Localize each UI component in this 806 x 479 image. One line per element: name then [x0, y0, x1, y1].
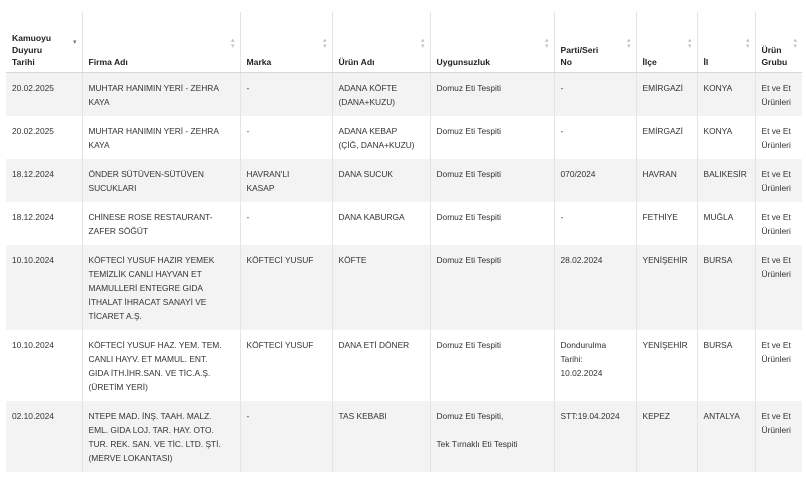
cell-text-line: DANA KABURGA [338, 212, 405, 222]
date-cell [6, 202, 82, 245]
company-cell [82, 401, 240, 472]
cell-text-line: EML. GIDA LOJ. TAR. HAY. OTO. [88, 425, 214, 435]
cell-text-line: Ürünleri [761, 140, 791, 150]
cell-text-line: Et ve Et [761, 126, 791, 136]
cell-text-line: KÖFTECİ YUSUF [246, 255, 314, 265]
nonconformity-cell [430, 159, 554, 202]
brand-cell [240, 159, 332, 202]
recall-table-container [6, 12, 802, 472]
cell-text-line: KAYA [88, 97, 110, 107]
district-cell [636, 73, 697, 117]
cell-text-line: KÖFTECİ YUSUF HAZIR YEMEK [88, 255, 215, 265]
cell-text-line: 10.10.2024 [12, 255, 54, 265]
company-cell [82, 245, 240, 330]
cell-text-line: KASAP [246, 183, 275, 193]
cell-text-line: Ürünleri [761, 354, 791, 364]
cell-text-line: KÖFTECİ YUSUF [246, 340, 314, 350]
date-cell [6, 116, 82, 159]
sort-icon[interactable]: ▴ ▾ [322, 37, 327, 50]
cell-text-line: Et ve Et [761, 212, 791, 222]
cell-text-line: (ÜRETİM YERİ) [88, 382, 148, 392]
group-cell [755, 330, 802, 401]
company-cell [82, 73, 240, 117]
date-cell [6, 73, 82, 117]
cell-text-line: ADANA KÖFTE [338, 83, 398, 93]
product-cell [332, 401, 430, 472]
cell-text-line: MUĞLA [703, 212, 734, 222]
cell-text-line: Et ve Et [761, 255, 791, 265]
batch-cell [554, 159, 636, 202]
header-label-line: İlçe [642, 57, 657, 67]
cell-text-line: Domuz Eti Tespiti [436, 340, 502, 350]
table-row [6, 159, 802, 202]
province-cell [697, 330, 755, 401]
batch-cell [554, 73, 636, 117]
table-row [6, 245, 802, 330]
header-label-line: Uygunsuzluk [436, 57, 490, 67]
cell-text-line: HAVRAN [642, 169, 677, 179]
header-label-line: Grubu [761, 57, 788, 67]
cell-text-line: 10.10.2024 [12, 340, 54, 350]
header-row [6, 12, 802, 73]
cell-text-line: 20.02.2025 [12, 83, 54, 93]
cell-text-line: Et ve Et [761, 411, 791, 421]
cell-text-line: KAYA [88, 140, 110, 150]
cell-text-line: SUCUKLARI [88, 183, 137, 193]
cell-text-line: 18.12.2024 [12, 212, 54, 222]
cell-text-line: 070/2024 [560, 169, 596, 179]
header-label [643, 56, 691, 68]
cell-text-line: FETHİYE [642, 212, 678, 222]
cell-text-line: MUHTAR HANIMIN YERİ - ZEHRA [88, 83, 219, 93]
cell-text-line: KÖFTE [338, 255, 367, 265]
province-cell [697, 159, 755, 202]
date-cell [6, 245, 82, 330]
header-brand[interactable] [240, 12, 332, 73]
district-cell [636, 245, 697, 330]
cell-text-line: - [246, 212, 250, 222]
brand-cell [240, 202, 332, 245]
cell-text-line: MUHTAR HANIMIN YERİ - ZEHRA [88, 126, 219, 136]
nonconformity-cell [430, 73, 554, 117]
recall-table [6, 12, 802, 472]
header-label [12, 32, 76, 68]
cell-text-line: TİCARET A.Ş. [88, 311, 142, 321]
cell-text-line: - [560, 126, 564, 136]
header-label-line: No [560, 57, 572, 67]
cell-text-line: Ürünleri [761, 183, 791, 193]
header-label-line: Kamuoyu [12, 33, 52, 43]
product-cell [332, 159, 430, 202]
cell-text-line: - [246, 411, 250, 421]
header-label [247, 56, 326, 68]
cell-text-line: Et ve Et [761, 340, 791, 350]
cell-text-line: (MERVE LOKANTASI) [88, 453, 173, 463]
company-cell [82, 159, 240, 202]
cell-text-line: 28.02.2024 [560, 255, 603, 265]
header-label [89, 56, 234, 68]
header-product-name[interactable] [332, 12, 430, 73]
company-cell [82, 116, 240, 159]
group-cell [755, 116, 802, 159]
cell-text-line: EMİRGAZİ [642, 126, 683, 136]
cell-text-line: Domuz Eti Tespiti [436, 255, 502, 265]
cell-text-line: BALIKESİR [703, 169, 747, 179]
cell-text-line: DANA ETİ DÖNER [338, 340, 410, 350]
header-label-line: Ürün [761, 45, 782, 55]
table-row [6, 73, 802, 117]
brand-cell [240, 330, 332, 401]
province-cell [697, 116, 755, 159]
cell-text-line: TUR. REK. SAN. VE TİC. LTD. ŞTİ. [88, 439, 221, 449]
cell-text-line: KEPEZ [642, 411, 670, 421]
nonconformity-cell [430, 116, 554, 159]
district-cell [636, 159, 697, 202]
cell-text-line: Tek Tırnaklı Eti Tespiti [436, 439, 518, 449]
table-row [6, 401, 802, 472]
cell-text-line: ZAFER SÖĞÜT [88, 226, 149, 236]
sort-icon[interactable]: ▴ ▾ [230, 37, 235, 50]
batch-cell [554, 330, 636, 401]
header-company-name[interactable] [82, 12, 240, 73]
sort-icon[interactable]: ▴ ▾ [745, 37, 750, 50]
cell-text-line: Ürünleri [761, 97, 791, 107]
district-cell [636, 202, 697, 245]
cell-text-line: (ÇİĞ, DANA+KUZU) [338, 140, 415, 150]
nonconformity-cell [430, 330, 554, 401]
cell-text-line: - [246, 83, 250, 93]
brand-cell [240, 401, 332, 472]
cell-text-line: MAMULLERİ ENTEGRE GIDA [88, 283, 203, 293]
sort-icon[interactable]: ▴ ▾ [626, 37, 631, 50]
cell-text-line: YENİŞEHİR [642, 255, 688, 265]
header-label-line: Firma Adı [88, 57, 128, 67]
header-label [561, 44, 630, 68]
cell-text-line: 18.12.2024 [12, 169, 54, 179]
header-product-group[interactable] [755, 12, 802, 73]
cell-text-line: - [560, 83, 564, 93]
header-batch-no[interactable] [554, 12, 636, 73]
cell-text-line: - [560, 212, 564, 222]
cell-text-line: KONYA [703, 83, 733, 93]
cell-text-line: Domuz Eti Tespiti [436, 126, 502, 136]
company-cell [82, 330, 240, 401]
header-nonconformity[interactable] [430, 12, 554, 73]
cell-text-line: ÖNDER SÜTÜVEN-SÜTÜVEN [88, 169, 204, 179]
header-label-line: Marka [246, 57, 272, 67]
sort-icon[interactable]: ▴ ▾ [793, 37, 797, 50]
group-cell [755, 245, 802, 330]
cell-text-line: ANTALYA [703, 411, 740, 421]
cell-text-line: Domuz Eti Tespiti [436, 83, 502, 93]
cell-text-line: Tarihi: [560, 354, 583, 364]
cell-text-line: 20.02.2025 [12, 126, 54, 136]
province-cell [697, 73, 755, 117]
cell-text-line: Domuz Eti Tespiti [436, 212, 502, 222]
cell-text-line: Ürünleri [761, 425, 791, 435]
header-label [437, 56, 548, 68]
header-label-line: İl [703, 57, 709, 67]
header-label [762, 44, 797, 68]
cell-text-line: Et ve Et [761, 83, 791, 93]
table-body [6, 73, 802, 473]
header-label-line: Tarihi [12, 57, 35, 67]
cell-text-line: BURSA [703, 340, 733, 350]
batch-cell [554, 202, 636, 245]
cell-text-line: (DANA+KUZU) [338, 97, 396, 107]
nonconformity-cell [430, 245, 554, 330]
sort-icon[interactable]: ▴ ▾ [420, 37, 425, 50]
cell-text-line: DANA SUCUK [338, 169, 393, 179]
nonconformity-cell [430, 202, 554, 245]
cell-text-line: TAS KEBABI [338, 411, 387, 421]
cell-text-line: 10.02.2024 [560, 368, 603, 378]
cell-text-line: STT:19.04.2024 [560, 411, 620, 421]
cell-text-line: ADANA KEBAP [338, 126, 398, 136]
header-announcement-date[interactable] [6, 12, 82, 73]
batch-cell [554, 116, 636, 159]
province-cell [697, 401, 755, 472]
brand-cell [240, 116, 332, 159]
cell-text-line: Et ve Et [761, 169, 791, 179]
product-cell [332, 202, 430, 245]
cell-text-line: GIDA İTH.İHR.SAN. VE TİC.A.Ş. [88, 368, 211, 378]
cell-text-line: - [246, 126, 250, 136]
cell-text-line: CHİNESE ROSE RESTAURANT- [88, 212, 213, 222]
group-cell [755, 159, 802, 202]
sort-icon[interactable]: ▴ ▾ [544, 37, 549, 50]
header-district[interactable] [636, 12, 697, 73]
cell-text-line: HAVRAN'LI [246, 169, 290, 179]
cell-text-line: KONYA [703, 126, 733, 136]
product-cell [332, 330, 430, 401]
nonconformity-cell [430, 401, 554, 472]
cell-text-line: CANLI HAYV. ET MAMUL. ENT. [88, 354, 208, 364]
group-cell [755, 202, 802, 245]
date-cell [6, 401, 82, 472]
table-row [6, 330, 802, 401]
batch-cell [554, 245, 636, 330]
product-cell [332, 245, 430, 330]
cell-text-line: TEMİZLİK CANLI HAYVAN ET [88, 269, 202, 279]
header-label-line: Ürün Adı [338, 57, 375, 67]
cell-text-line: BURSA [703, 255, 733, 265]
cell-text-line: Ürünleri [761, 226, 791, 236]
table-header [6, 12, 802, 73]
date-cell [6, 159, 82, 202]
company-cell [82, 202, 240, 245]
brand-cell [240, 73, 332, 117]
cell-text-line: Domuz Eti Tespiti, [436, 411, 504, 421]
cell-text-line: Ürünleri [761, 269, 791, 279]
cell-text-line: YENİŞEHİR [642, 340, 688, 350]
header-label [339, 56, 424, 68]
group-cell [755, 73, 802, 117]
header-label-line: Duyuru [12, 45, 43, 55]
sort-icon[interactable]: ▴ ▾ [687, 37, 692, 50]
header-label [704, 56, 749, 68]
district-cell [636, 330, 697, 401]
table-row [6, 116, 802, 159]
header-province[interactable] [697, 12, 755, 73]
cell-text-line: Dondurulma [560, 340, 607, 350]
province-cell [697, 202, 755, 245]
batch-cell [554, 401, 636, 472]
cell-text-line [437, 423, 548, 437]
cell-text-line: EMİRGAZİ [642, 83, 683, 93]
date-cell [6, 330, 82, 401]
product-cell [332, 73, 430, 117]
brand-cell [240, 245, 332, 330]
table-row [6, 202, 802, 245]
province-cell [697, 245, 755, 330]
product-cell [332, 116, 430, 159]
cell-text-line: 02.10.2024 [12, 411, 54, 421]
sort-desc-icon[interactable]: ▾ [72, 39, 77, 46]
district-cell [636, 116, 697, 159]
cell-text-line: Domuz Eti Tespiti [436, 169, 502, 179]
cell-text-line: NTEPE MAD. İNŞ. TAAH. MALZ. [88, 411, 212, 421]
cell-text-line: İTHALAT İHRACAT SANAYİ VE [88, 297, 207, 307]
header-label-line: Parti/Seri [560, 45, 599, 55]
cell-text-line: KÖFTECİ YUSUF HAZ. YEM. TEM. [88, 340, 222, 350]
group-cell [755, 401, 802, 472]
district-cell [636, 401, 697, 472]
